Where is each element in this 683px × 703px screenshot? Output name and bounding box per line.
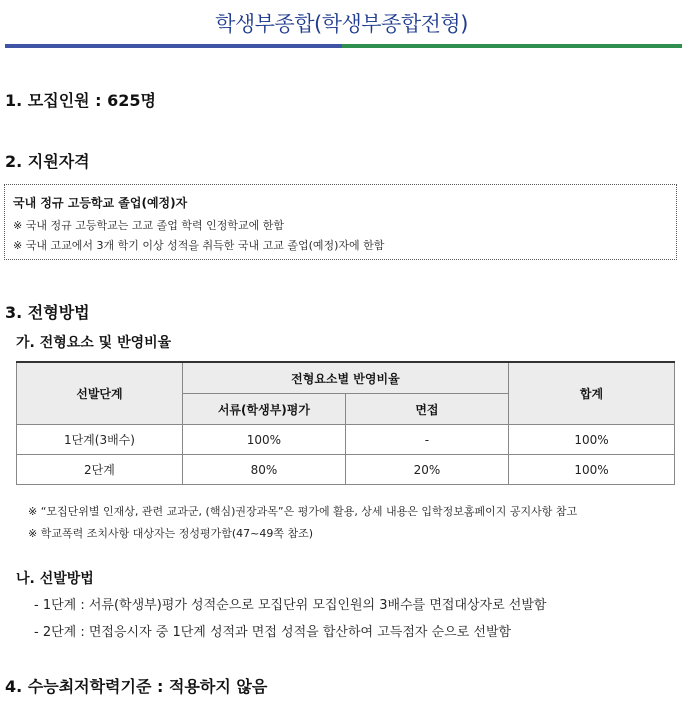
section-csat-heading: 4. 수능최저학력기준 : 적용하지 않음 [5, 677, 268, 696]
qualification-title: 국내 정규 고등학교 졸업(예정)자 [13, 196, 188, 210]
section-method-heading: 3. 전형방법 [5, 303, 90, 322]
selection-ratio-table [16, 361, 675, 485]
method-step-2: - 2단계 : 면접응시자 중 1단계 성적과 면접 성적을 합산하여 고득점자 순으로 선발함 [34, 625, 512, 640]
header-documents: 서류(학생부)평가 [182, 394, 345, 425]
cell-stage: 2단계 [17, 455, 183, 485]
header-interview: 면접 [345, 394, 508, 425]
cell-total: 100% [508, 455, 674, 485]
method-note: ※ 학교폭력 조치사항 대상자는 정성평가함(47~49쪽 참조) [28, 527, 314, 540]
title-underline-blue [5, 44, 342, 48]
title-underline-green [342, 44, 682, 48]
method-step-1: - 1단계 : 서류(학생부)평가 성적순으로 모집단위 모집인원의 3배수를 면접대상자로 선발함 [34, 598, 547, 613]
section-qualification-heading: 2. 지원자격 [5, 152, 90, 171]
cell-total: 100% [508, 425, 674, 455]
page-title: 학생부종합(학생부종합전형) [215, 12, 468, 36]
header-element-group: 전형요소별 반영비율 [182, 362, 508, 394]
qualification-note: ※ 국내 정규 고등학교는 고교 졸업 학력 인정학교에 한함 [13, 219, 284, 232]
method-note: ※ “모집단위별 인재상, 관련 교과군, (핵심)권장과목”은 평가에 활용, 상세 내용은 입학정보홈페이지 공지사항 참고 [28, 505, 578, 518]
cell-documents: 100% [182, 425, 345, 455]
subsection-selection-heading: 나. 선발방법 [16, 571, 94, 587]
cell-interview: - [345, 425, 508, 455]
page-header [0, 0, 683, 48]
table-row [17, 425, 675, 455]
qualification-note: ※ 국내 고교에서 3개 학기 이상 성적을 취득한 국내 고교 졸업(예정)자에 한함 [13, 239, 385, 252]
cell-interview: 20% [345, 455, 508, 485]
header-stage: 선발단계 [17, 362, 183, 425]
qualification-box [4, 184, 677, 260]
cell-documents: 80% [182, 455, 345, 485]
subsection-elements-heading: 가. 전형요소 및 반영비율 [16, 335, 172, 351]
section-recruitment-heading: 1. 모집인원 : 625명 [5, 91, 156, 110]
cell-stage: 1단계(3배수) [17, 425, 183, 455]
table-row [17, 455, 675, 485]
header-total: 합계 [508, 362, 674, 425]
